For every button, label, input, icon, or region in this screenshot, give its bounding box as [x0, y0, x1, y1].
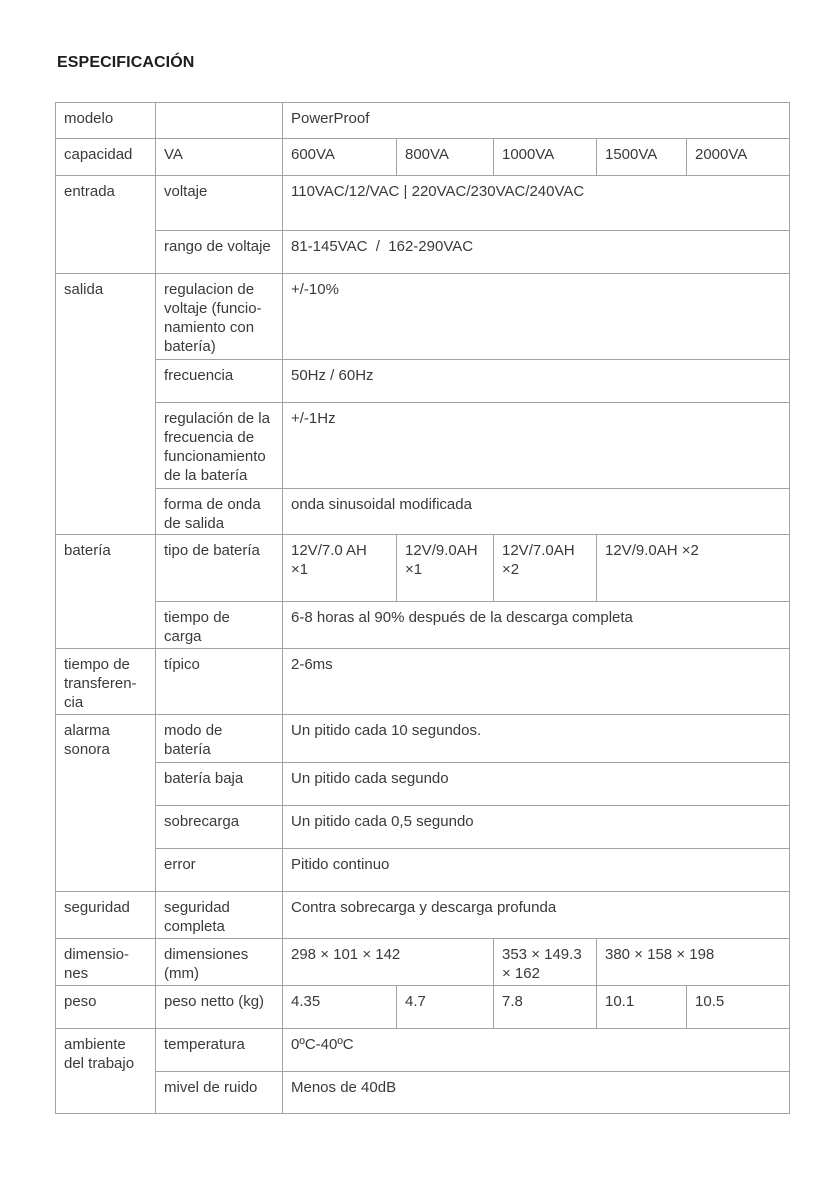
- cell-capacidad-sub: VA: [156, 139, 283, 176]
- cell-regulacion-voltaje-value: +/-10%: [283, 274, 790, 360]
- cell-tipico-value: 2-6ms: [283, 649, 790, 715]
- row-alarma-error: [56, 849, 790, 892]
- row-dimensiones: [56, 939, 790, 986]
- row-alarma-bateria-baja: [56, 763, 790, 806]
- cell-regulacion-voltaje-label: regulacion de voltaje (funcio- namiento con batería): [156, 274, 283, 360]
- cell-peso-1500: 10.1: [597, 986, 687, 1029]
- cell-peso-2000: 10.5: [687, 986, 790, 1029]
- cell-voltaje-label: voltaje: [156, 176, 283, 231]
- cell-ruido-label: mivel de ruido: [156, 1072, 283, 1114]
- cell-capacidad-label: capacidad: [56, 139, 156, 176]
- cell-tipo-bateria-label: tipo de batería: [156, 535, 283, 602]
- cell-rango-label: rango de voltaje: [156, 231, 283, 274]
- cell-tipo-bateria-1000: 12V/7.0AH ×2: [494, 535, 597, 602]
- cell-sobrecarga-value: Un pitido cada 0,5 segundo: [283, 806, 790, 849]
- cell-frecuencia-value: 50Hz / 60Hz: [283, 360, 790, 403]
- row-ambiente-ruido: [56, 1072, 790, 1114]
- row-ambiente-temperatura: [56, 1029, 790, 1072]
- cell-frecuencia-label: frecuencia: [156, 360, 283, 403]
- row-transferencia: [56, 649, 790, 715]
- cell-seguridad-label: seguridad: [56, 892, 156, 939]
- cell-alarma-label: alarma sonora: [56, 715, 156, 892]
- cell-capacidad-1000: 1000VA: [494, 139, 597, 176]
- cell-error-label: error: [156, 849, 283, 892]
- cell-tiempo-carga-label: tiempo de carga: [156, 602, 283, 649]
- cell-bateria-label: batería: [56, 535, 156, 649]
- specification-table: [55, 102, 790, 1114]
- cell-capacidad-2000: 2000VA: [687, 139, 790, 176]
- cell-dimensiones-1000: 353 × 149.3 × 162: [494, 939, 597, 986]
- cell-peso-800: 4.7: [397, 986, 494, 1029]
- cell-temperatura-label: temperatura: [156, 1029, 283, 1072]
- cell-rango-value: 81-145VAC / 162-290VAC: [283, 231, 790, 274]
- row-bateria-tipo: [56, 535, 790, 602]
- cell-seguridad-completa-label: seguridad completa: [156, 892, 283, 939]
- cell-voltaje-value: 110VAC/12/VAC | 220VAC/230VAC/240VAC: [283, 176, 790, 231]
- cell-modo-bateria-value: Un pitido cada 10 segundos.: [283, 715, 790, 763]
- row-salida-forma-onda: [56, 489, 790, 535]
- cell-bateria-baja-value: Un pitido cada segundo: [283, 763, 790, 806]
- row-entrada-voltaje: [56, 176, 790, 231]
- cell-tiempo-carga-value: 6-8 horas al 90% después de la descarga completa: [283, 602, 790, 649]
- cell-entrada-label: entrada: [56, 176, 156, 274]
- row-salida-regulacion-voltaje: [56, 274, 790, 360]
- cell-salida-label: salida: [56, 274, 156, 535]
- cell-peso-600: 4.35: [283, 986, 397, 1029]
- row-modelo: [56, 103, 790, 139]
- cell-regulacion-frecuencia-label: regulación de la frecuencia de funcionamiento de la batería: [156, 403, 283, 489]
- cell-modo-bateria-label: modo de batería: [156, 715, 283, 763]
- cell-modelo-sub: [156, 103, 283, 139]
- cell-transferencia-label: tiempo de transferen- cia: [56, 649, 156, 715]
- cell-tipico-label: típico: [156, 649, 283, 715]
- cell-seguridad-completa-value: Contra sobrecarga y descarga profunda: [283, 892, 790, 939]
- cell-sobrecarga-label: sobrecarga: [156, 806, 283, 849]
- cell-regulacion-frecuencia-value: +/-1Hz: [283, 403, 790, 489]
- cell-ruido-value: Menos de 40dB: [283, 1072, 790, 1114]
- cell-dimensiones-mm-label: dimensiones (mm): [156, 939, 283, 986]
- cell-tipo-bateria-600: 12V/7.0 AH ×1: [283, 535, 397, 602]
- cell-ambiente-label: ambiente del trabajo: [56, 1029, 156, 1114]
- row-entrada-rango: [56, 231, 790, 274]
- row-bateria-tiempo-carga: [56, 602, 790, 649]
- cell-bateria-baja-label: batería baja: [156, 763, 283, 806]
- row-salida-frecuencia: [56, 360, 790, 403]
- cell-modelo-value: PowerProof: [283, 103, 790, 139]
- cell-capacidad-600: 600VA: [283, 139, 397, 176]
- cell-capacidad-800: 800VA: [397, 139, 494, 176]
- cell-peso-1000: 7.8: [494, 986, 597, 1029]
- row-alarma-sobrecarga: [56, 806, 790, 849]
- cell-forma-onda-value: onda sinusoidal modificada: [283, 489, 790, 535]
- page-title: ESPECIFICACIÓN: [57, 54, 195, 71]
- row-peso: [56, 986, 790, 1029]
- row-alarma-modo-bateria: [56, 715, 790, 763]
- cell-dimensiones-600-800: 298 × 101 × 142: [283, 939, 494, 986]
- cell-capacidad-1500: 1500VA: [597, 139, 687, 176]
- cell-dimensiones-label: dimensio- nes: [56, 939, 156, 986]
- cell-modelo-label: modelo: [56, 103, 156, 139]
- cell-error-value: Pitido continuo: [283, 849, 790, 892]
- row-capacidad: [56, 139, 790, 176]
- cell-dimensiones-1500-2000: 380 × 158 × 198: [597, 939, 790, 986]
- cell-tipo-bateria-800: 12V/9.0AH ×1: [397, 535, 494, 602]
- row-seguridad: [56, 892, 790, 939]
- row-salida-regulacion-frecuencia: [56, 403, 790, 489]
- cell-peso-netto-label: peso netto (kg): [156, 986, 283, 1029]
- cell-peso-label: peso: [56, 986, 156, 1029]
- cell-temperatura-value: 0ºC-40ºC: [283, 1029, 790, 1072]
- cell-tipo-bateria-1500-2000: 12V/9.0AH ×2: [597, 535, 790, 602]
- cell-forma-onda-label: forma de onda de salida: [156, 489, 283, 535]
